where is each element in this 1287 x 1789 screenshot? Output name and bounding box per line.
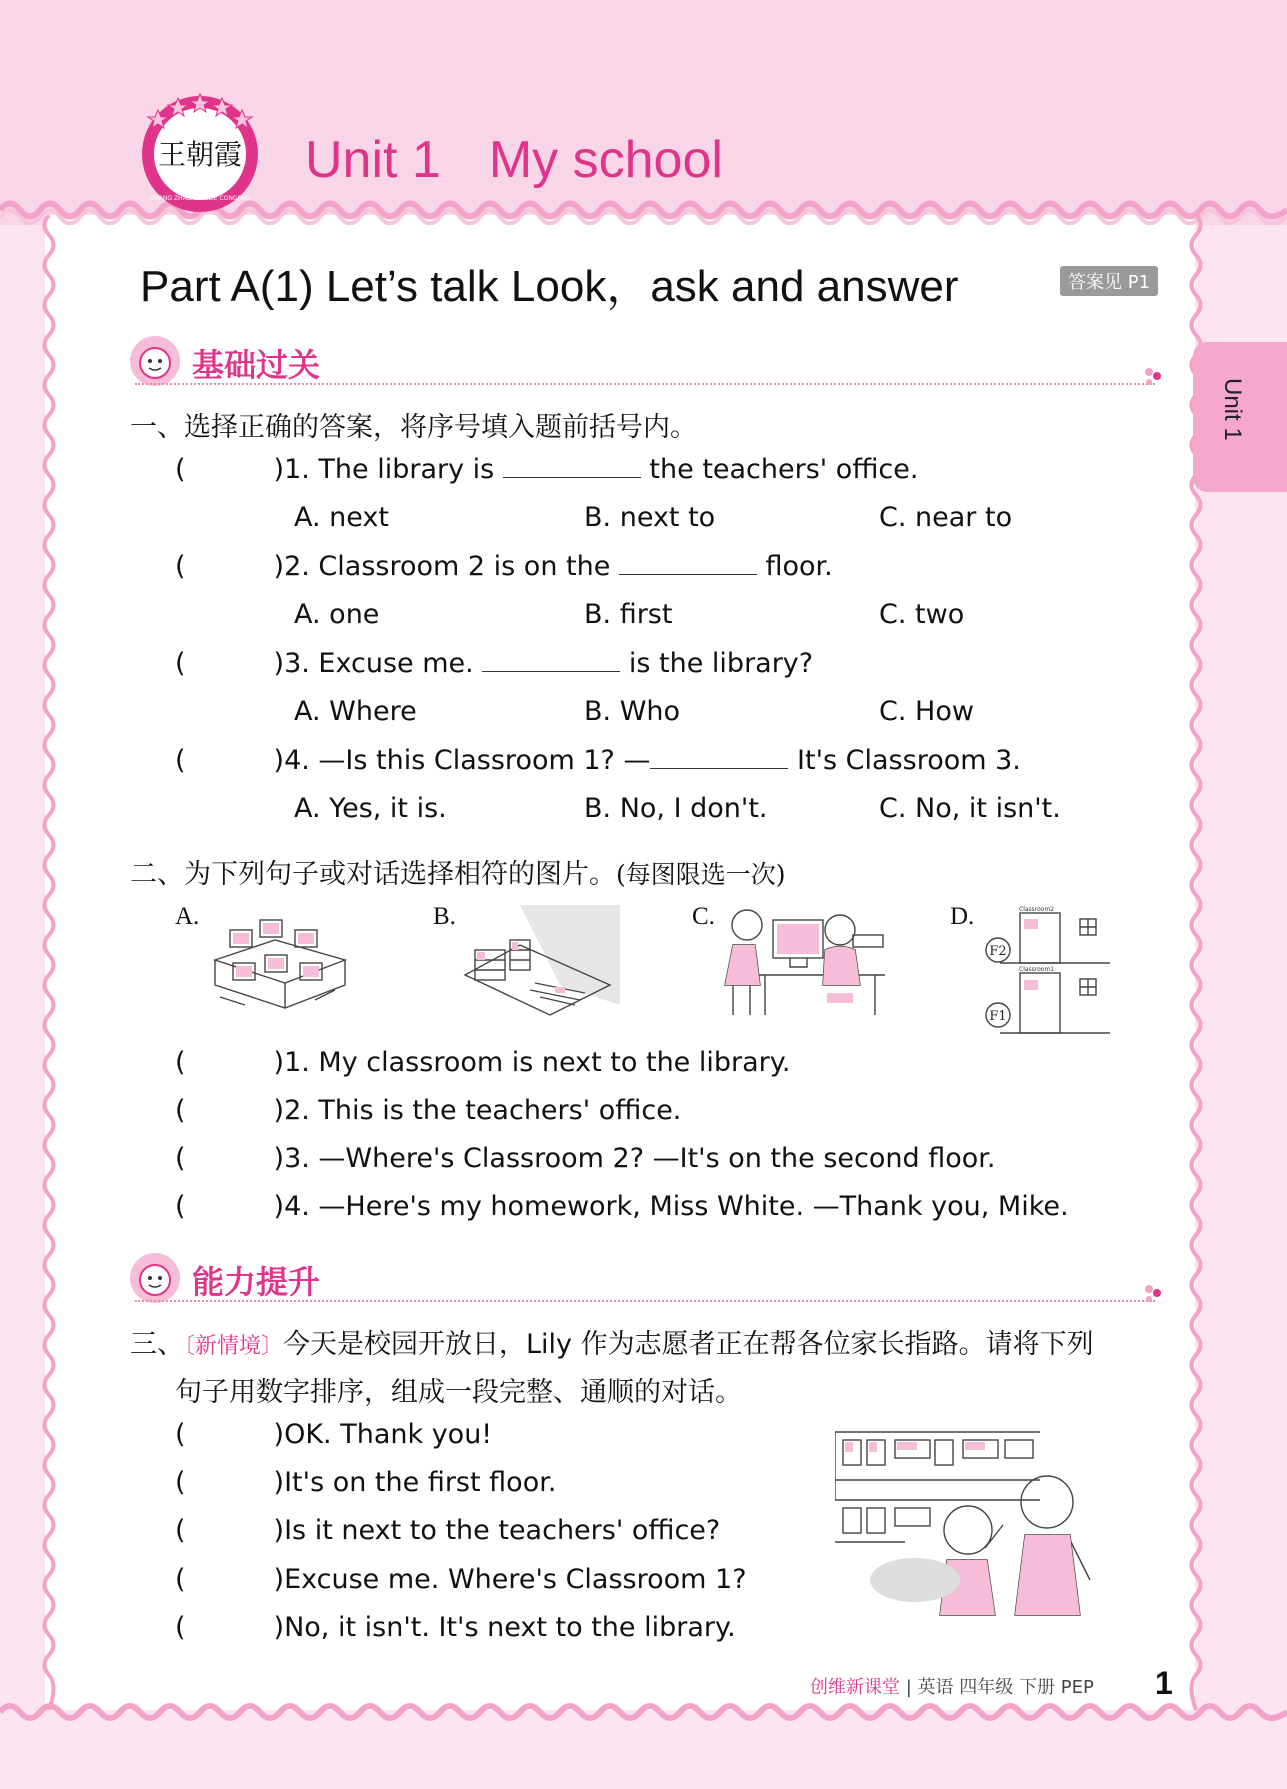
answer-paren-close: ) — [273, 1095, 285, 1126]
fill-blank[interactable] — [482, 647, 620, 672]
unit-number: Unit 1 — [305, 131, 441, 189]
footer-grade-info: 英语 四年级 下册 PEP — [917, 1677, 1094, 1698]
answer-paren-open: ( — [175, 551, 186, 582]
new-context-tag: 〔新情境〕 — [184, 1334, 284, 1359]
q2-item-1 — [175, 1047, 790, 1078]
q3-title-line2: 句子用数字排序，组成一段完整、通顺的对话。 — [175, 1377, 742, 1408]
q3-item-2 — [175, 1467, 556, 1498]
q2-3-text: 3. —Where's Classroom 2? —It's on the second floor. — [284, 1143, 996, 1174]
picture-label-a: A. — [175, 903, 200, 930]
q1-3-option-a: A. Where — [294, 696, 417, 727]
answer-paren-close: ) — [273, 1612, 285, 1643]
fill-blank[interactable] — [503, 453, 641, 478]
picture-label-c: C. — [692, 903, 715, 930]
q1-2-text-a: 2. Classroom 2 is on the — [284, 551, 619, 582]
answer-paren-close: ) — [273, 551, 285, 582]
brand-logo — [138, 92, 262, 216]
answer-paren-open: ( — [175, 454, 186, 485]
fill-blank[interactable] — [650, 744, 788, 769]
q2-item-3 — [175, 1143, 995, 1174]
q3-prefix: 三、 — [130, 1329, 184, 1360]
q1-3-text-b: is the library? — [620, 648, 814, 679]
q1-3-option-c: C. How — [879, 696, 974, 727]
q1-1-option-a: A. next — [294, 502, 389, 533]
answer-paren-open: ( — [175, 1143, 186, 1174]
q1-item-3 — [175, 647, 813, 679]
q3-4-text: Excuse me. Where's Classroom 1? — [284, 1564, 747, 1595]
footer-info — [810, 1673, 1094, 1699]
q2-1-text: 1. My classroom is next to the library. — [284, 1047, 791, 1078]
question2-title-text: 二、为下列句子或对话选择相符的图片。 — [130, 859, 616, 890]
answer-paren-open: ( — [175, 1515, 186, 1546]
footer-series: 创维新课堂 — [810, 1677, 900, 1698]
q1-item-4 — [175, 744, 1021, 776]
logo-ring-text: GUANG ZHAOXIA XILIE CONGSHU — [149, 195, 251, 202]
q1-3-text-a: 3. Excuse me. — [284, 648, 483, 679]
answer-paren-open: ( — [175, 745, 186, 776]
section-advanced-divider — [135, 1300, 1155, 1302]
answer-paren-close: ) — [273, 1047, 285, 1078]
q3-1-text: OK. Thank you! — [284, 1419, 493, 1450]
footer-separator: | — [905, 1677, 912, 1698]
q3-item-5 — [175, 1612, 736, 1643]
answer-paren-close: ) — [273, 454, 285, 485]
unit-title — [305, 130, 723, 190]
q2-item-2 — [175, 1095, 681, 1126]
page-number: 1 — [1155, 1665, 1173, 1701]
q3-item-1 — [175, 1419, 492, 1450]
q1-4-text-a: 4. —Is this Classroom 1? — — [284, 745, 651, 776]
answer-paren-open: ( — [175, 1564, 186, 1595]
answer-paren-open: ( — [175, 1612, 186, 1643]
answer-paren-open: ( — [175, 648, 186, 679]
answer-reference-badge: 答案见 P1 — [1060, 266, 1158, 296]
computer-room-picture — [205, 905, 355, 1020]
part-title: Part A(1) Let’s talk Look，ask and answer — [140, 262, 959, 311]
left-wave-edge — [40, 215, 58, 1710]
answer-paren-close: ) — [273, 1419, 285, 1450]
q2-2-text: 2. This is the teachers' office. — [284, 1095, 682, 1126]
q1-item-1 — [175, 453, 918, 485]
unit-name: My school — [488, 131, 723, 189]
question3-title — [130, 1322, 1094, 1361]
section-advanced-label: 能力提升 — [192, 1263, 321, 1301]
q1-4-text-b: It's Classroom 3. — [788, 745, 1021, 776]
q3-title-line1: 今天是校园开放日，Lily 作为志愿者正在帮各位家长指路。请将下列 — [283, 1329, 1094, 1360]
answer-paren-close: ) — [273, 1143, 285, 1174]
answer-paren-open: ( — [175, 1467, 186, 1498]
school-open-day-picture — [835, 1430, 1100, 1620]
floor-label-f1: F1 — [989, 1009, 1007, 1024]
floor-label-f2: F2 — [989, 944, 1007, 959]
answer-paren-close: ) — [273, 1564, 285, 1595]
classroom2-sign: Classroom2 — [1019, 906, 1055, 913]
q2-item-4 — [175, 1191, 1069, 1222]
q1-2-option-a: A. one — [294, 599, 380, 630]
bottom-wave-border — [0, 1700, 1287, 1730]
question2-title — [130, 852, 786, 891]
q1-4-option-c: C. No, it isn't. — [879, 793, 1061, 824]
answer-paren-open: ( — [175, 1095, 186, 1126]
fill-blank[interactable] — [619, 550, 757, 575]
q1-2-option-c: C. two — [879, 599, 965, 630]
q1-1-option-c: C. near to — [879, 502, 1013, 533]
logo-text: 王朝霞 — [157, 138, 243, 171]
q3-2-text: It's on the first floor. — [284, 1467, 557, 1498]
teachers-office-picture — [715, 905, 890, 1020]
picture-label-b: B. — [433, 903, 456, 930]
q3-item-3 — [175, 1515, 720, 1546]
q3-3-text: Is it next to the teachers' office? — [284, 1515, 721, 1546]
answer-paren-close: ) — [273, 1467, 285, 1498]
question2-note: (每图限选一次) — [616, 860, 786, 889]
picture-label-d: D. — [950, 903, 975, 930]
q1-item-2 — [175, 550, 833, 582]
section-basic-divider — [135, 383, 1155, 385]
library-picture — [460, 905, 625, 1020]
q2-4-text: 4. —Here's my homework, Miss White. —Thank you, Mike. — [284, 1191, 1069, 1222]
q1-4-option-a: A. Yes, it is. — [294, 793, 447, 824]
q3-5-text: No, it isn't. It's next to the library. — [284, 1612, 736, 1643]
q1-1-text-b: the teachers' office. — [640, 454, 919, 485]
q1-1-text-a: 1. The library is — [284, 454, 503, 485]
answer-paren-open: ( — [175, 1419, 186, 1450]
answer-paren-close: ) — [273, 1191, 285, 1222]
q1-2-option-b: B. first — [584, 599, 673, 630]
divider-dots-icon — [1143, 366, 1163, 386]
q1-1-option-b: B. next to — [584, 502, 716, 533]
mascot-icon — [128, 1251, 182, 1305]
answer-paren-close: ) — [273, 745, 285, 776]
q3-item-4 — [175, 1564, 747, 1595]
answer-paren-open: ( — [175, 1191, 186, 1222]
classroom-floors-picture — [980, 905, 1115, 1035]
mascot-icon — [128, 334, 182, 388]
q1-4-option-b: B. No, I don't. — [584, 793, 768, 824]
answer-paren-close: ) — [273, 648, 285, 679]
side-unit-tab-label: Unit 1 — [1219, 378, 1246, 441]
question1-title: 一、选择正确的答案，将序号填入题前括号内。 — [130, 412, 697, 443]
answer-paren-open: ( — [175, 1047, 186, 1078]
answer-paren-close: ) — [273, 1515, 285, 1546]
q1-2-text-b: floor. — [756, 551, 833, 582]
section-basic-label: 基础过关 — [192, 346, 321, 384]
q1-3-option-b: B. Who — [584, 696, 681, 727]
divider-dots-icon — [1143, 1283, 1163, 1303]
classroom1-sign: Classroom1 — [1019, 966, 1055, 973]
